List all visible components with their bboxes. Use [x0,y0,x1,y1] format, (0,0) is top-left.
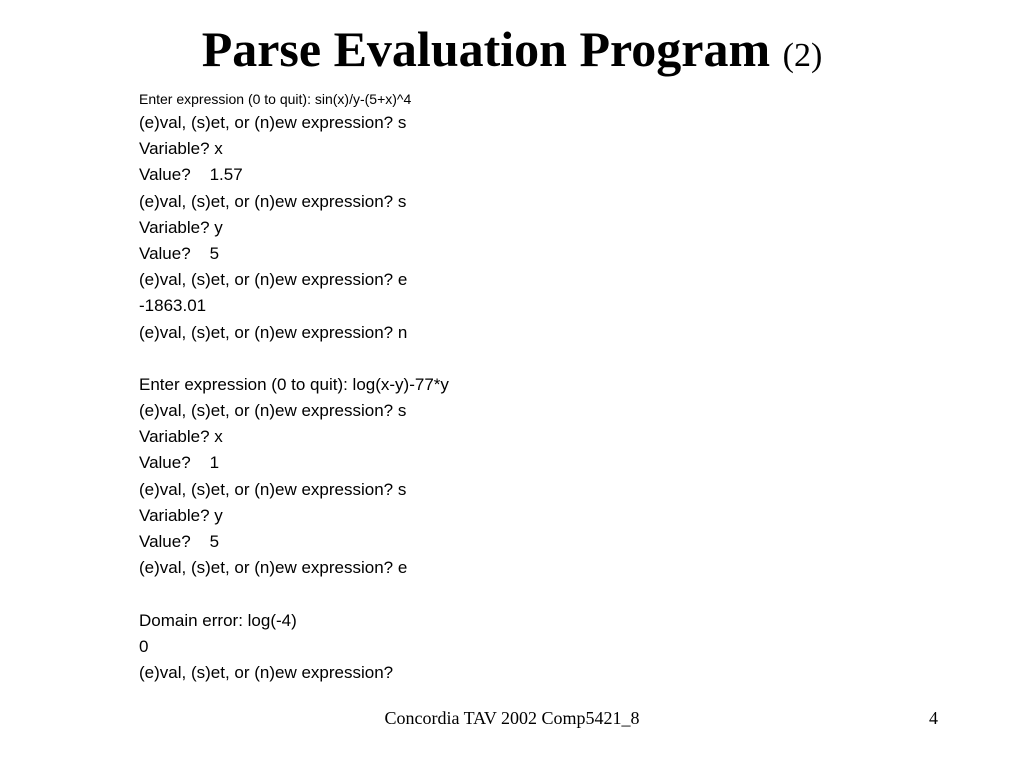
console-line: Variable? x [139,427,223,447]
slide-title-suffix: (2) [782,37,823,74]
console-line: Enter expression (0 to quit): sin(x)/y-(5+x)^4 [139,91,412,107]
console-line: (e)val, (s)et, or (n)ew expression? s [139,479,407,499]
footer-course-label: Concordia TAV 2002 Comp5421_8 [384,708,640,728]
console-blank-line [139,581,899,607]
console-transcript [139,88,899,686]
slide-title-main: Parse Evaluation Program [201,21,771,77]
console-line: Variable? y [139,505,223,525]
console-line: Value? 1.57 [139,165,243,185]
console-line: (e)val, (s)et, or (n)ew expression? n [139,322,408,342]
console-line: (e)val, (s)et, or (n)ew expression? [139,662,394,682]
console-line: Variable? y [139,217,223,237]
console-line: (e)val, (s)et, or (n)ew expression? s [139,401,407,421]
console-blank-line [139,346,899,372]
footer-page-number: 4 [929,708,938,728]
console-line: 0 [139,636,149,656]
console-line: (e)val, (s)et, or (n)ew expression? s [139,113,407,132]
console-line: (e)val, (s)et, or (n)ew expression? e [139,270,408,290]
console-line: Variable? x [139,139,223,159]
slide-title [0,18,1024,87]
console-line: Enter expression (0 to quit): log(x-y)-77*y [139,374,449,394]
console-line: Value? 5 [139,243,220,263]
console-line: Domain error: log(-4) [139,610,297,630]
console-line: Value? 1 [139,453,220,473]
console-line: (e)val, (s)et, or (n)ew expression? e [139,558,408,578]
console-line: Value? 5 [139,532,220,551]
console-line: -1863.01 [139,296,207,316]
console-line: (e)val, (s)et, or (n)ew expression? s [139,191,407,211]
